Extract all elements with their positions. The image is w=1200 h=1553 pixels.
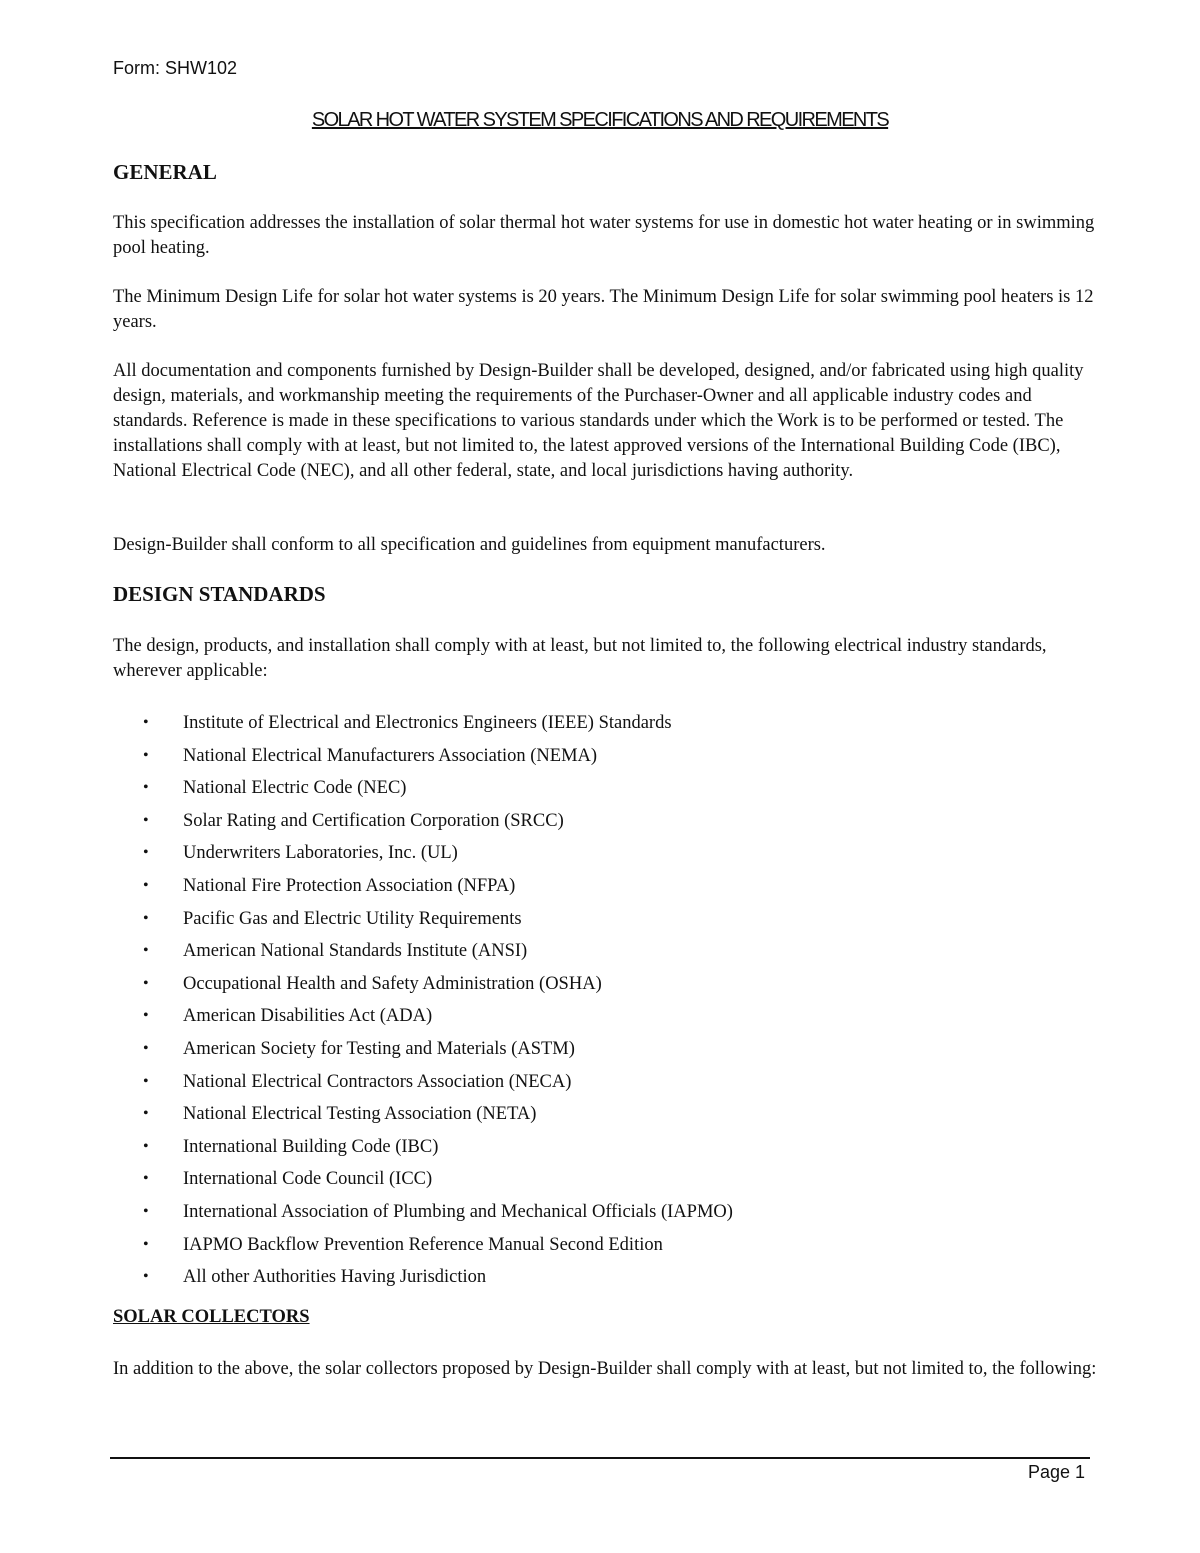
bullet-icon: • — [143, 1202, 149, 1220]
list-item — [113, 936, 733, 969]
list-item-text: National Electrical Contractors Association (NECA) — [183, 1071, 572, 1092]
bullet-icon: • — [143, 1072, 149, 1090]
list-item-text: National Electrical Manufacturers Association (NEMA) — [183, 745, 598, 766]
list-item — [113, 1230, 733, 1263]
general-paragraph-1: This specification addresses the installation of solar thermal hot water systems for use in domestic hot water heating or in swimming pool heating. — [113, 213, 1095, 258]
list-item-text: Underwriters Laboratories, Inc. (UL) — [183, 843, 458, 864]
document-title: SOLAR HOT WATER SYSTEM SPECIFICATIONS AND REQUIREMENTS — [311, 109, 889, 131]
list-item — [113, 1034, 733, 1067]
bullet-icon: • — [143, 746, 149, 764]
form-id: Form: SHW102 — [113, 58, 238, 78]
list-item — [113, 1132, 733, 1165]
list-item-text: American Society for Testing and Materials (ASTM) — [183, 1038, 575, 1059]
list-item — [113, 838, 733, 871]
bullet-icon: • — [143, 1137, 149, 1155]
design-standards-heading: DESIGN STANDARDS — [113, 582, 326, 606]
list-item — [113, 773, 733, 806]
bullet-icon: • — [143, 811, 149, 829]
bullet-icon: • — [143, 1007, 149, 1025]
standards-list — [113, 708, 733, 1295]
bullet-icon: • — [143, 974, 149, 992]
list-item — [113, 1067, 733, 1100]
bullet-icon: • — [143, 876, 149, 894]
list-item-text: Occupational Health and Safety Administration (OSHA) — [183, 973, 602, 994]
bullet-icon: • — [143, 714, 149, 731]
list-item-text: American Disabilities Act (ADA) — [183, 1006, 433, 1027]
list-item-text: International Building Code (IBC) — [183, 1136, 439, 1157]
list-item-text: American National Standards Institute (ANSI) — [183, 941, 528, 962]
list-item-text: Institute of Electrical and Electronics Engineers (IEEE) Standards — [183, 713, 672, 733]
list-item — [113, 871, 733, 904]
list-item-text: Pacific Gas and Electric Utility Requirements — [183, 908, 522, 929]
bullet-icon: • — [143, 1105, 149, 1123]
list-item-text: National Electrical Testing Association (NETA) — [183, 1104, 537, 1125]
list-item — [113, 708, 733, 741]
bullet-icon: • — [143, 1235, 149, 1253]
list-item-text: All other Authorities Having Jurisdiction — [183, 1267, 487, 1288]
list-item — [113, 806, 733, 839]
list-item — [113, 1262, 733, 1295]
design-standards-intro: The design, products, and installation shall comply with at least, but not limited to, the following electrical industry standards, wherever applicable: — [113, 636, 1047, 681]
solar-collectors-heading: SOLAR COLLECTORS — [113, 1307, 310, 1327]
general-paragraph-2: The Minimum Design Life for solar hot water systems is 20 years. The Minimum Design Life for solar swimming pool heaters is 12 years. — [113, 287, 1094, 332]
list-item — [113, 1164, 733, 1197]
bullet-icon: • — [143, 942, 149, 960]
list-item-text: National Fire Protection Association (NFPA) — [183, 875, 516, 896]
general-paragraph-4: Design-Builder shall conform to all specification and guidelines from equipment manufacturers. — [113, 535, 826, 555]
footer-divider — [110, 1457, 1090, 1459]
page-number: Page 1 — [1027, 1462, 1085, 1482]
list-item — [113, 741, 733, 774]
list-item — [113, 969, 733, 1002]
bullet-icon: • — [143, 909, 149, 927]
general-heading: GENERAL — [113, 160, 217, 184]
general-paragraph-3: All documentation and components furnished by Design-Builder shall be developed, designed, and/or fabricated using high quality design, materials, and workmanship meeting the requirements of the Purchaser-Owner and all applicable industry codes and standards. Reference is made in these specifications to various standards under which the Work is to be performed or tested. The installations shall comply with at least, but not limited to, the latest approved versions of the International Building Code (IBC), National Electrical Code (NEC), and all other federal, state, and local jurisdictions having authority. — [113, 361, 1084, 481]
list-item — [113, 1001, 733, 1034]
list-item-text: International Code Council (ICC) — [183, 1169, 433, 1190]
list-item-text: National Electric Code (NEC) — [183, 778, 407, 799]
bullet-icon: • — [143, 1268, 149, 1286]
list-item — [113, 904, 733, 937]
list-item-text: IAPMO Backflow Prevention Reference Manual Second Edition — [183, 1234, 663, 1255]
bullet-icon: • — [143, 1039, 149, 1057]
list-item-text: International Association of Plumbing and Mechanical Officials (IAPMO) — [183, 1201, 733, 1222]
list-item — [113, 1197, 733, 1230]
solar-collectors-intro: In addition to the above, the solar collectors proposed by Design-Builder shall comply with at least, but not limited to, the following: — [113, 1359, 1097, 1379]
bullet-icon: • — [143, 1170, 149, 1188]
list-item — [113, 1099, 733, 1132]
bullet-icon: • — [143, 844, 149, 862]
list-item-text: Solar Rating and Certification Corporation (SRCC) — [183, 810, 564, 831]
bullet-icon: • — [143, 779, 149, 797]
